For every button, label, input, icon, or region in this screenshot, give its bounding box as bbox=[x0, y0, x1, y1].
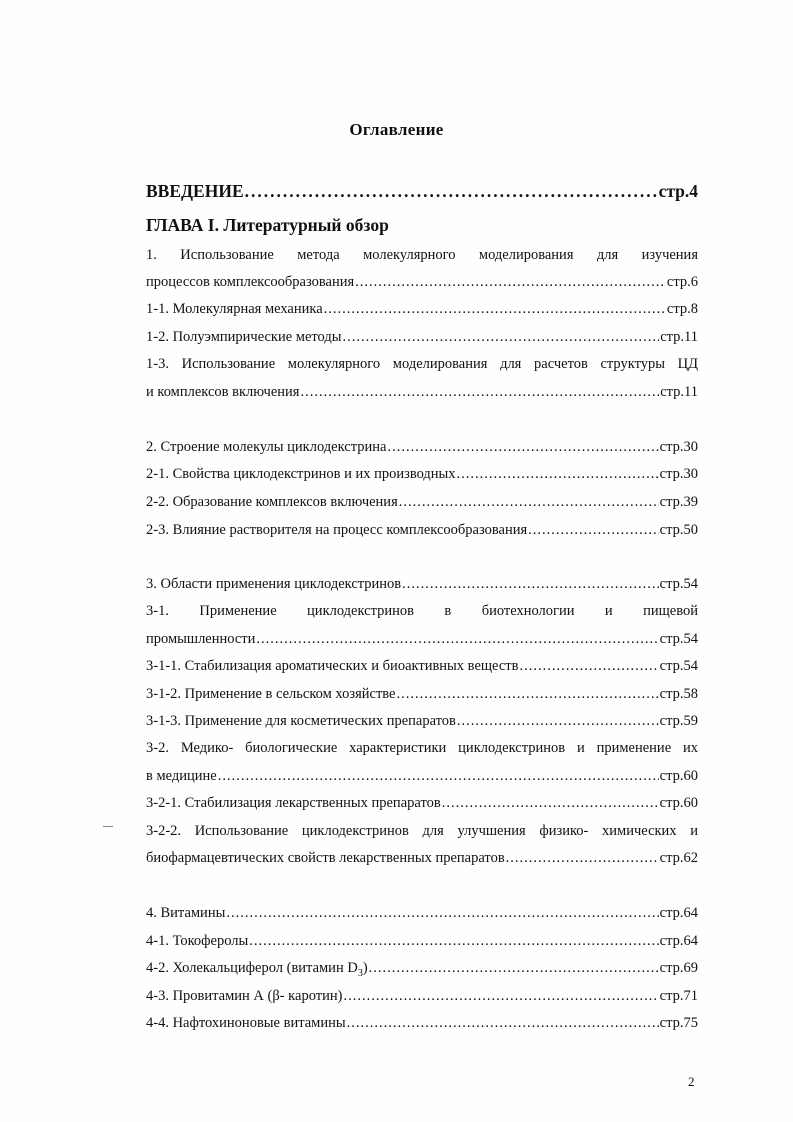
page-title: Оглавление bbox=[349, 120, 444, 139]
toc-entry-3-1-3[interactable]: 3-1-3. Применение для косметических препаратов ..... стр.59 bbox=[146, 711, 698, 731]
toc-entry-2-3[interactable]: 2-3. Влияние растворителя на процесс комплексообразования ..... стр.50 bbox=[146, 520, 698, 540]
scan-mark bbox=[103, 826, 113, 827]
toc-entry-1-3-line1[interactable]: 1-3. Использование молекулярного моделирования для расчетов структуры ЦД bbox=[146, 356, 698, 372]
toc-entry-3-2-1[interactable]: 3-2-1. Стабилизация лекарственных препаратов ..... стр.60 bbox=[146, 793, 698, 813]
toc-entry-3-1-2[interactable]: 3-1-2. Применение в сельском хозяйстве ..... стр.58 bbox=[146, 684, 698, 704]
toc-entry-4-2[interactable]: 4-2. Холекальциферол (витамин $D_3$) ..... стр.69 bbox=[146, 958, 698, 984]
toc-entry-3-1-1[interactable]: 3-1-1. Стабилизация ароматических и биоактивных веществ ..... стр.54 bbox=[146, 656, 698, 676]
toc-entry-2-2[interactable]: 2-2. Образование комплексов включения ..... стр.39 bbox=[146, 492, 698, 512]
toc-entry-4[interactable]: 4. Витамины ..... стр.64 bbox=[146, 903, 698, 923]
toc-entry-3-1-line2[interactable]: промышленности ..... стр.54 bbox=[146, 629, 698, 649]
toc-entry-1-2[interactable]: 1-2. Полуэмпирические методы ..... стр.11 bbox=[146, 327, 698, 347]
toc-entry-intro[interactable]: ВВЕДЕНИЕ ..... стр.4 bbox=[146, 181, 698, 201]
toc-entry-3-2-line2[interactable]: в медицине ..... стр.60 bbox=[146, 766, 698, 786]
page-number: 2 bbox=[688, 1074, 695, 1089]
toc-entry-4-3[interactable]: 4-3. Провитамин А (β- каротин) ..... стр.71 bbox=[146, 986, 698, 1006]
toc-entry-3-2-2-line2[interactable]: биофармацевтических свойств лекарственных препаратов ..... стр.62 bbox=[146, 848, 698, 868]
toc-entry-3-1-line1[interactable]: 3-1. Применение циклодекстринов в биотехнологии и пищевой bbox=[146, 603, 698, 619]
toc-entry-4-4[interactable]: 4-4. Нафтохиноновые витамины ..... стр.75 bbox=[146, 1013, 698, 1033]
toc-entry-1-3-line2[interactable]: и комплексов включения ..... стр.11 bbox=[146, 382, 698, 402]
toc-entry-3[interactable]: 3. Области применения циклодекстринов ..... стр.54 bbox=[146, 574, 698, 594]
chapter-heading: ГЛАВА I. Литературный обзор bbox=[146, 215, 389, 235]
toc-entry-2-1[interactable]: 2-1. Свойства циклодекстринов и их производных ..... стр.30 bbox=[146, 464, 698, 484]
toc-entry-1-line1[interactable]: 1. Использование метода молекулярного моделирования для изучения bbox=[146, 247, 698, 263]
toc-entry-1-line2[interactable]: процессов комплексообразования ..... стр.6 bbox=[146, 272, 698, 292]
toc-entry-4-1[interactable]: 4-1. Токоферолы ..... стр.64 bbox=[146, 931, 698, 951]
toc-entry-1-1[interactable]: 1-1. Молекулярная механика ..... стр.8 bbox=[146, 299, 698, 319]
toc-entry-3-2-line1[interactable]: 3-2. Медико- биологические характеристики циклодекстринов и применение их bbox=[146, 740, 698, 756]
toc-entry-2[interactable]: 2. Строение молекулы циклодекстрина ..... стр.30 bbox=[146, 437, 698, 457]
toc-entry-3-2-2-line1[interactable]: 3-2-2. Использование циклодекстринов для улучшения физико- химических и bbox=[146, 823, 698, 839]
